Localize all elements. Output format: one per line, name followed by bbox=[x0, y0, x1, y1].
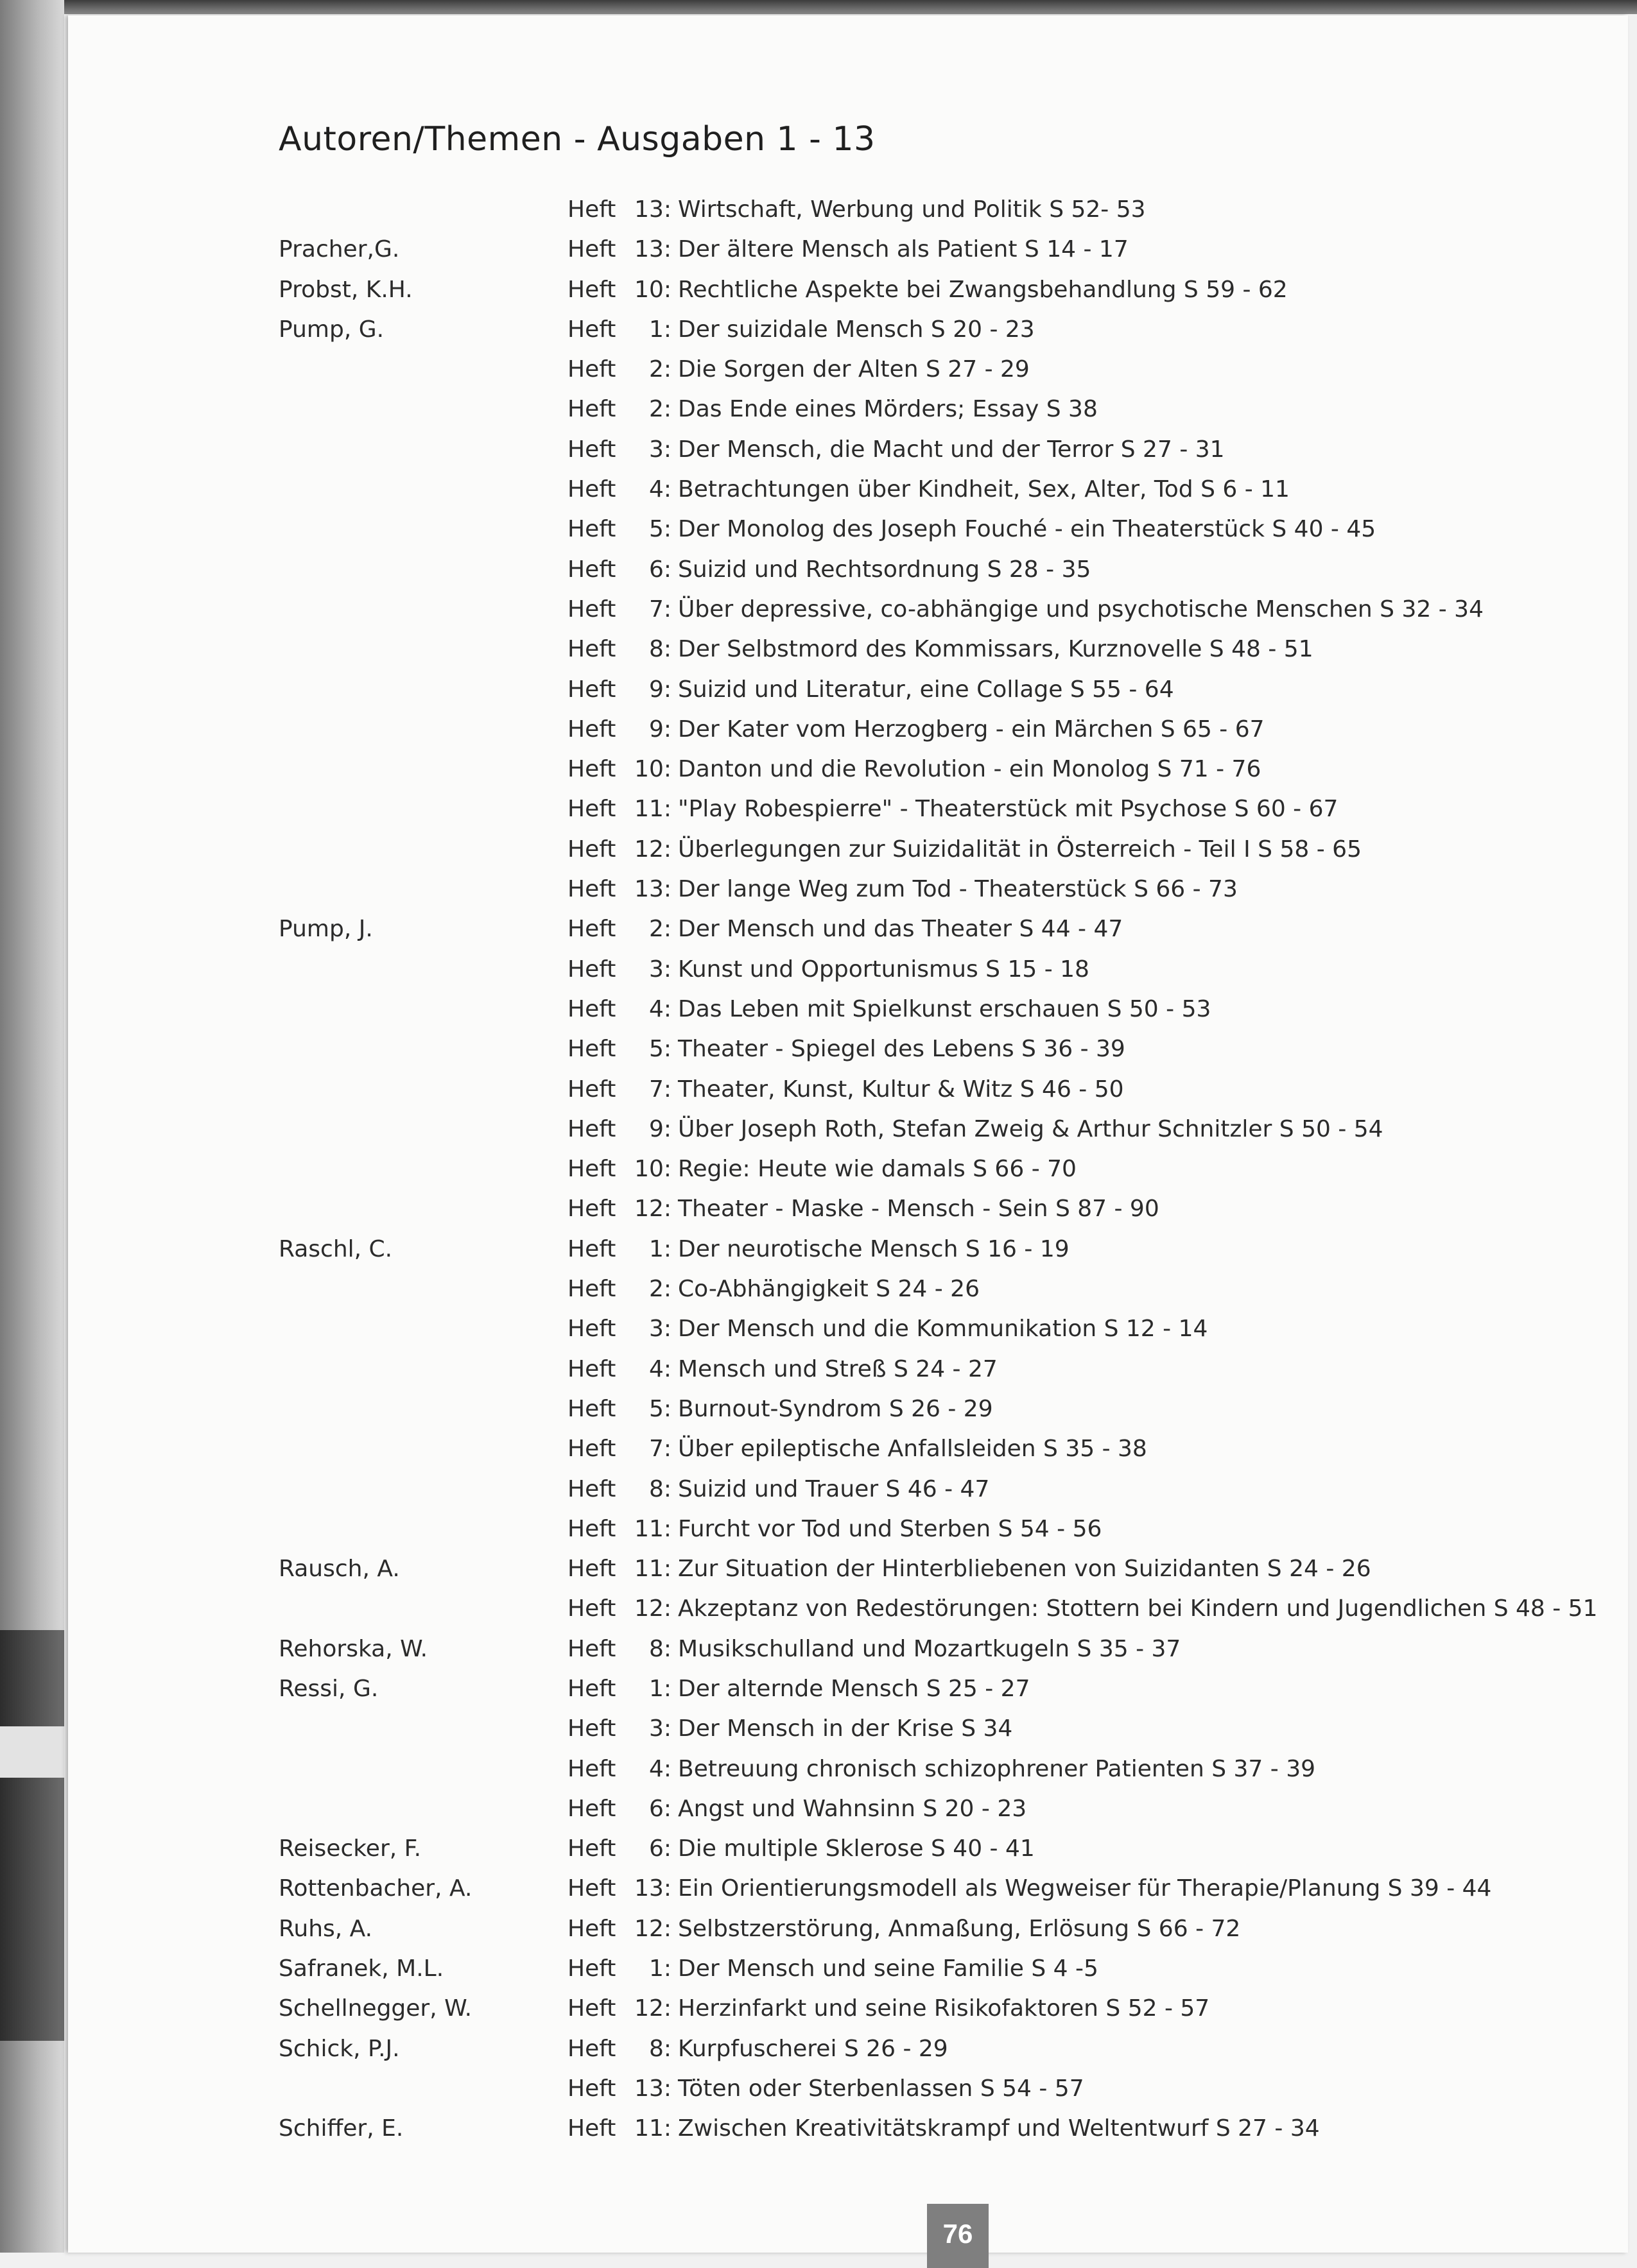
entry-issue-number: 6: bbox=[648, 1835, 671, 1862]
entry-heft-label: Heft bbox=[567, 1715, 616, 1742]
entry-heft-label: Heft bbox=[567, 596, 616, 623]
entry-topic: Furcht vor Tod und Sterben S 54 - 56 bbox=[678, 1515, 1102, 1542]
entry-issue-number: 5: bbox=[648, 1395, 671, 1422]
entry-heft-label: Heft bbox=[567, 1875, 616, 1902]
entry-heft-label: Heft bbox=[567, 1635, 616, 1662]
entry-issue-number: 12: bbox=[634, 1196, 671, 1223]
index-entry bbox=[279, 1350, 1563, 1389]
index-entry bbox=[279, 2029, 1563, 2069]
entry-issue-number: 2: bbox=[648, 1276, 671, 1303]
entry-heft-label: Heft bbox=[567, 1436, 616, 1463]
entry-topic: Der Selbstmord des Kommissars, Kurznovelle S 48 - 51 bbox=[678, 636, 1313, 663]
entry-author: Safranek, M.L. bbox=[279, 1955, 444, 1982]
entry-issue-number: 2: bbox=[648, 396, 671, 423]
entry-topic: Wirtschaft, Werbung und Politik S 52- 53 bbox=[678, 196, 1146, 223]
author-index-list bbox=[279, 190, 1598, 2149]
index-entry bbox=[279, 1949, 1563, 1989]
entry-heft-label: Heft bbox=[567, 436, 616, 463]
index-entry bbox=[279, 590, 1563, 630]
entry-author: Schiffer, E. bbox=[279, 2115, 404, 2142]
entry-author: Reisecker, F. bbox=[279, 1835, 422, 1862]
entry-issue-number: 11: bbox=[634, 1515, 671, 1542]
scan-edge-dark-strip bbox=[0, 1630, 64, 2041]
entry-issue-number: 5: bbox=[648, 516, 671, 543]
index-entry bbox=[279, 2109, 1563, 2149]
entry-topic: Der suizidale Mensch S 20 - 23 bbox=[678, 316, 1035, 343]
index-entry bbox=[279, 710, 1563, 750]
index-entry bbox=[279, 2069, 1563, 2109]
index-entry bbox=[279, 1189, 1563, 1229]
entry-issue-number: 4: bbox=[648, 476, 671, 503]
entry-heft-label: Heft bbox=[567, 1156, 616, 1183]
entry-topic: Überlegungen zur Suizidalität in Österreich - Teil I S 58 - 65 bbox=[678, 836, 1362, 863]
entry-topic: Der Mensch und das Theater S 44 - 47 bbox=[678, 916, 1123, 943]
entry-issue-number: 6: bbox=[648, 1795, 671, 1822]
index-entry bbox=[279, 1909, 1563, 1949]
entry-issue-number: 12: bbox=[634, 1995, 671, 2022]
entry-heft-label: Heft bbox=[567, 716, 616, 743]
entry-topic: Der Mensch und die Kommunikation S 12 - 14 bbox=[678, 1316, 1208, 1343]
entry-issue-number: 12: bbox=[634, 1595, 671, 1622]
entry-heft-label: Heft bbox=[567, 1316, 616, 1343]
entry-author: Schellnegger, W. bbox=[279, 1995, 472, 2022]
entry-topic: Suizid und Literatur, eine Collage S 55 - 64 bbox=[678, 676, 1174, 703]
entry-topic: Musikschulland und Mozartkugeln S 35 - 37 bbox=[678, 1635, 1181, 1662]
entry-topic: Selbstzerstörung, Anmaßung, Erlösung S 66 - 72 bbox=[678, 1915, 1241, 1942]
document-page bbox=[68, 15, 1628, 2253]
entry-heft-label: Heft bbox=[567, 636, 616, 663]
entry-topic: Ein Orientierungsmodell als Wegweiser für Therapie/Planung S 39 - 44 bbox=[678, 1875, 1492, 1902]
entry-author: Schick, P.J. bbox=[279, 2035, 400, 2062]
index-entry bbox=[279, 470, 1563, 510]
index-entry bbox=[279, 1110, 1563, 1149]
entry-issue-number: 1: bbox=[648, 1675, 671, 1702]
entry-topic: Über depressive, co-abhängige und psychotische Menschen S 32 - 34 bbox=[678, 596, 1484, 623]
index-entry bbox=[279, 1029, 1563, 1069]
entry-heft-label: Heft bbox=[567, 1955, 616, 1982]
entry-issue-number: 12: bbox=[634, 836, 671, 863]
entry-heft-label: Heft bbox=[567, 1475, 616, 1502]
entry-topic: Der Mensch und seine Familie S 4 -5 bbox=[678, 1955, 1098, 1982]
entry-topic: Kurpfuscherei S 26 - 29 bbox=[678, 2035, 948, 2062]
index-entry bbox=[279, 1429, 1563, 1469]
index-entry bbox=[279, 1269, 1563, 1309]
index-entry bbox=[279, 1869, 1563, 1909]
entry-heft-label: Heft bbox=[567, 836, 616, 863]
entry-heft-label: Heft bbox=[567, 1755, 616, 1782]
index-entry bbox=[279, 990, 1563, 1029]
entry-author: Pump, G. bbox=[279, 316, 385, 343]
index-entry bbox=[279, 1549, 1563, 1589]
entry-heft-label: Heft bbox=[567, 1036, 616, 1063]
entry-author: Pump, J. bbox=[279, 916, 373, 943]
entry-heft-label: Heft bbox=[567, 756, 616, 783]
entry-heft-label: Heft bbox=[567, 1915, 616, 1942]
entry-heft-label: Heft bbox=[567, 1995, 616, 2022]
entry-author: Ruhs, A. bbox=[279, 1915, 373, 1942]
page-title: Autoren/Themen - Ausgaben 1 - 13 bbox=[279, 119, 876, 159]
entry-topic: Theater - Maske - Mensch - Sein S 87 - 90 bbox=[678, 1196, 1159, 1223]
entry-heft-label: Heft bbox=[567, 676, 616, 703]
entry-heft-label: Heft bbox=[567, 316, 616, 343]
entry-heft-label: Heft bbox=[567, 516, 616, 543]
entry-issue-number: 13: bbox=[634, 876, 671, 903]
entry-topic: Betreuung chronisch schizophrener Patienten S 37 - 39 bbox=[678, 1755, 1316, 1782]
entry-author: Raschl, C. bbox=[279, 1235, 393, 1262]
entry-topic: Der neurotische Mensch S 16 - 19 bbox=[678, 1235, 1070, 1262]
entry-topic: Der Mensch in der Krise S 34 bbox=[678, 1715, 1013, 1742]
entry-author: Rottenbacher, A. bbox=[279, 1875, 472, 1902]
entry-topic: Zwischen Kreativitätskrampf und Weltentwurf S 27 - 34 bbox=[678, 2115, 1320, 2142]
entry-author: Rausch, A. bbox=[279, 1556, 400, 1583]
entry-issue-number: 8: bbox=[648, 1475, 671, 1502]
entry-author: Pracher,G. bbox=[279, 236, 400, 263]
entry-heft-label: Heft bbox=[567, 796, 616, 823]
entry-issue-number: 2: bbox=[648, 916, 671, 943]
index-entry bbox=[279, 1789, 1563, 1829]
entry-heft-label: Heft bbox=[567, 1835, 616, 1862]
entry-topic: Das Ende eines Mörders; Essay S 38 bbox=[678, 396, 1098, 423]
entry-topic: Zur Situation der Hinterbliebenen von Suizidanten S 24 - 26 bbox=[678, 1556, 1371, 1583]
entry-heft-label: Heft bbox=[567, 236, 616, 263]
entry-topic: Über epileptische Anfallsleiden S 35 - 38 bbox=[678, 1436, 1147, 1463]
entry-issue-number: 9: bbox=[648, 1115, 671, 1142]
scan-edge-light-strip bbox=[0, 1726, 64, 1778]
index-entry bbox=[279, 789, 1563, 829]
entry-topic: Kunst und Opportunismus S 15 - 18 bbox=[678, 956, 1089, 983]
index-entry bbox=[279, 390, 1563, 429]
index-entry bbox=[279, 1829, 1563, 1869]
entry-topic: Herzinfarkt und seine Risikofaktoren S 52 - 57 bbox=[678, 1995, 1210, 2022]
entry-issue-number: 1: bbox=[648, 1955, 671, 1982]
entry-issue-number: 11: bbox=[634, 2115, 671, 2142]
entry-issue-number: 9: bbox=[648, 716, 671, 743]
index-entry bbox=[279, 670, 1563, 710]
index-entry bbox=[279, 630, 1563, 669]
entry-issue-number: 12: bbox=[634, 1915, 671, 1942]
index-entry bbox=[279, 1309, 1563, 1349]
index-entry bbox=[279, 1749, 1563, 1789]
entry-heft-label: Heft bbox=[567, 1235, 616, 1262]
entry-heft-label: Heft bbox=[567, 356, 616, 383]
entry-issue-number: 11: bbox=[634, 1556, 671, 1583]
entry-heft-label: Heft bbox=[567, 1515, 616, 1542]
entry-issue-number: 4: bbox=[648, 1755, 671, 1782]
entry-topic: Rechtliche Aspekte bei Zwangsbehandlung S 59 - 62 bbox=[678, 276, 1288, 303]
entry-topic: Töten oder Sterbenlassen S 54 - 57 bbox=[678, 2075, 1084, 2102]
entry-heft-label: Heft bbox=[567, 1196, 616, 1223]
entry-author: Probst, K.H. bbox=[279, 276, 413, 303]
entry-issue-number: 8: bbox=[648, 1635, 671, 1662]
entry-topic: Burnout-Syndrom S 26 - 29 bbox=[678, 1395, 993, 1422]
index-entry bbox=[279, 1709, 1563, 1749]
entry-heft-label: Heft bbox=[567, 916, 616, 943]
entry-heft-label: Heft bbox=[567, 1076, 616, 1103]
entry-heft-label: Heft bbox=[567, 2035, 616, 2062]
index-entry bbox=[279, 1149, 1563, 1189]
entry-topic: Angst und Wahnsinn S 20 - 23 bbox=[678, 1795, 1027, 1822]
entry-issue-number: 7: bbox=[648, 596, 671, 623]
entry-heft-label: Heft bbox=[567, 396, 616, 423]
entry-topic: Regie: Heute wie damals S 66 - 70 bbox=[678, 1156, 1077, 1183]
page-number: 76 bbox=[927, 2204, 989, 2268]
index-entry bbox=[279, 1989, 1563, 2029]
entry-issue-number: 11: bbox=[634, 796, 671, 823]
entry-heft-label: Heft bbox=[567, 556, 616, 583]
entry-issue-number: 1: bbox=[648, 316, 671, 343]
index-entry bbox=[279, 550, 1563, 590]
entry-topic: Die multiple Sklerose S 40 - 41 bbox=[678, 1835, 1035, 1862]
entry-topic: Der Mensch, die Macht und der Terror S 27 - 31 bbox=[678, 436, 1225, 463]
entry-issue-number: 4: bbox=[648, 1355, 671, 1382]
index-entry bbox=[279, 190, 1563, 230]
index-entry bbox=[279, 350, 1563, 390]
entry-heft-label: Heft bbox=[567, 2075, 616, 2102]
entry-issue-number: 3: bbox=[648, 956, 671, 983]
entry-heft-label: Heft bbox=[567, 1276, 616, 1303]
entry-topic: Das Leben mit Spielkunst erschauen S 50 - 53 bbox=[678, 995, 1211, 1022]
entry-topic: Der Kater vom Herzogberg - ein Märchen S 65 - 67 bbox=[678, 716, 1265, 743]
entry-heft-label: Heft bbox=[567, 876, 616, 903]
entry-author: Rehorska, W. bbox=[279, 1635, 428, 1662]
entry-issue-number: 2: bbox=[648, 356, 671, 383]
entry-issue-number: 3: bbox=[648, 1316, 671, 1343]
entry-topic: Betrachtungen über Kindheit, Sex, Alter, Tod S 6 - 11 bbox=[678, 476, 1290, 503]
index-entry bbox=[279, 310, 1563, 350]
index-entry bbox=[279, 830, 1563, 870]
entry-topic: Co-Abhängigkeit S 24 - 26 bbox=[678, 1276, 980, 1303]
index-entry bbox=[279, 1470, 1563, 1509]
entry-topic: Danton und die Revolution - ein Monolog S 71 - 76 bbox=[678, 756, 1261, 783]
entry-topic: Suizid und Rechtsordnung S 28 - 35 bbox=[678, 556, 1091, 583]
index-entry bbox=[279, 950, 1563, 990]
entry-issue-number: 8: bbox=[648, 2035, 671, 2062]
entry-heft-label: Heft bbox=[567, 2115, 616, 2142]
index-entry bbox=[279, 510, 1563, 549]
entry-topic: Akzeptanz von Redestörungen: Stottern bei Kindern und Jugendlichen S 48 - 51 bbox=[678, 1595, 1598, 1622]
index-entry bbox=[279, 230, 1563, 270]
entry-heft-label: Heft bbox=[567, 995, 616, 1022]
entry-issue-number: 9: bbox=[648, 676, 671, 703]
entry-topic: Der alternde Mensch S 25 - 27 bbox=[678, 1675, 1030, 1702]
index-entry bbox=[279, 1509, 1563, 1549]
entry-topic: "Play Robespierre" - Theaterstück mit Psychose S 60 - 67 bbox=[678, 796, 1338, 823]
entry-heft-label: Heft bbox=[567, 956, 616, 983]
entry-topic: Die Sorgen der Alten S 27 - 29 bbox=[678, 356, 1030, 383]
index-entry bbox=[279, 1070, 1563, 1110]
entry-issue-number: 13: bbox=[634, 2075, 671, 2102]
entry-heft-label: Heft bbox=[567, 476, 616, 503]
index-entry bbox=[279, 870, 1563, 909]
index-entry bbox=[279, 1230, 1563, 1269]
entry-heft-label: Heft bbox=[567, 1556, 616, 1583]
index-entry bbox=[279, 1589, 1598, 1629]
index-entry bbox=[279, 750, 1563, 789]
entry-heft-label: Heft bbox=[567, 276, 616, 303]
entry-topic: Suizid und Trauer S 46 - 47 bbox=[678, 1475, 990, 1502]
entry-issue-number: 13: bbox=[634, 236, 671, 263]
entry-heft-label: Heft bbox=[567, 1395, 616, 1422]
entry-heft-label: Heft bbox=[567, 196, 616, 223]
index-entry bbox=[279, 909, 1563, 949]
entry-issue-number: 5: bbox=[648, 1036, 671, 1063]
entry-issue-number: 8: bbox=[648, 636, 671, 663]
entry-issue-number: 4: bbox=[648, 995, 671, 1022]
entry-issue-number: 10: bbox=[634, 1156, 671, 1183]
entry-issue-number: 13: bbox=[634, 196, 671, 223]
entry-heft-label: Heft bbox=[567, 1115, 616, 1142]
entry-heft-label: Heft bbox=[567, 1675, 616, 1702]
index-entry bbox=[279, 430, 1563, 470]
entry-author: Ressi, G. bbox=[279, 1675, 379, 1702]
entry-heft-label: Heft bbox=[567, 1595, 616, 1622]
index-entry bbox=[279, 270, 1563, 310]
entry-topic: Über Joseph Roth, Stefan Zweig & Arthur Schnitzler S 50 - 54 bbox=[678, 1115, 1383, 1142]
entry-issue-number: 1: bbox=[648, 1235, 671, 1262]
entry-heft-label: Heft bbox=[567, 1795, 616, 1822]
entry-topic: Der lange Weg zum Tod - Theaterstück S 66 - 73 bbox=[678, 876, 1238, 903]
entry-issue-number: 3: bbox=[648, 1715, 671, 1742]
entry-heft-label: Heft bbox=[567, 1355, 616, 1382]
entry-topic: Der Monolog des Joseph Fouché - ein Theaterstück S 40 - 45 bbox=[678, 516, 1376, 543]
entry-issue-number: 6: bbox=[648, 556, 671, 583]
entry-issue-number: 7: bbox=[648, 1436, 671, 1463]
entry-issue-number: 10: bbox=[634, 756, 671, 783]
scan-edge-top bbox=[0, 0, 1637, 14]
entry-topic: Der ältere Mensch als Patient S 14 - 17 bbox=[678, 236, 1129, 263]
entry-issue-number: 3: bbox=[648, 436, 671, 463]
entry-topic: Mensch und Streß S 24 - 27 bbox=[678, 1355, 998, 1382]
entry-issue-number: 7: bbox=[648, 1076, 671, 1103]
entry-topic: Theater, Kunst, Kultur & Witz S 46 - 50 bbox=[678, 1076, 1124, 1103]
index-entry bbox=[279, 1669, 1563, 1709]
entry-issue-number: 13: bbox=[634, 1875, 671, 1902]
entry-issue-number: 10: bbox=[634, 276, 671, 303]
entry-topic: Theater - Spiegel des Lebens S 36 - 39 bbox=[678, 1036, 1125, 1063]
index-entry bbox=[279, 1389, 1563, 1429]
index-entry bbox=[279, 1629, 1563, 1669]
